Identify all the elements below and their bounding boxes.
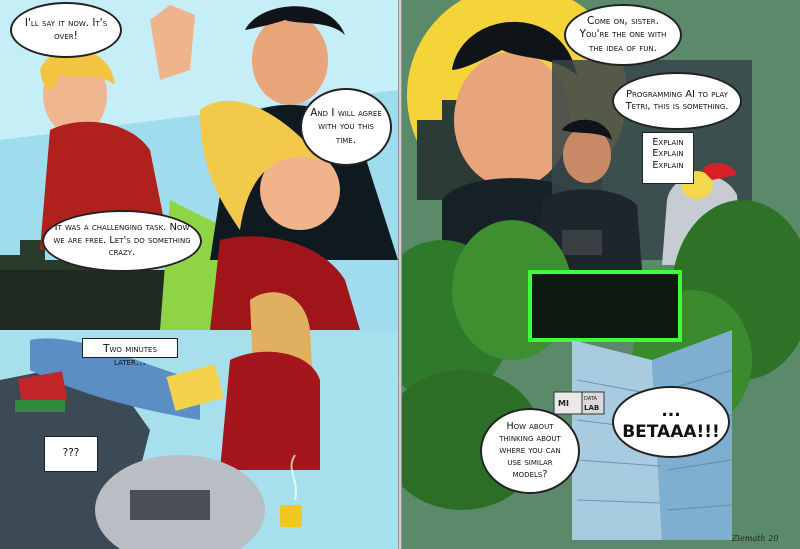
sign-text-mi: MI [558,399,569,408]
speech-bubble-come-on-sister: Come on, sister. You're the one with the idea of fun. [564,4,682,66]
artist-signature: Ziemath 20 [732,534,779,543]
explain-line-3: Explain [652,159,684,171]
caption-two-minutes-later: Two minutes later... [82,338,178,358]
speech-box-question-marks: ??? [44,436,98,472]
speech-box-explain [642,132,694,184]
right-page [402,0,800,549]
speech-bubble-how-about: How about thinking about where you can use similar models? [480,408,580,494]
explain-line-2: Explain [652,148,684,160]
sign-text-lab: LAB [584,404,600,412]
speech-bubble-over: I'll say it now. It's over! [10,2,122,58]
left-page [0,0,398,549]
right-page-illustration [402,0,800,549]
speech-bubble-programming-ai: Programming AI to play Tetri, this is something. [612,72,742,130]
speech-bubble-challenging: It was a challenging task. Now we are free. Let's do something crazy. [42,210,202,272]
speech-bubble-agree: And I will agree with you this time. [300,88,392,166]
explain-line-1: Explain [652,137,684,148]
speech-bubble-betaaa: ... BETAAA!!! [612,386,730,458]
sign-text-data: DATA [584,396,597,402]
